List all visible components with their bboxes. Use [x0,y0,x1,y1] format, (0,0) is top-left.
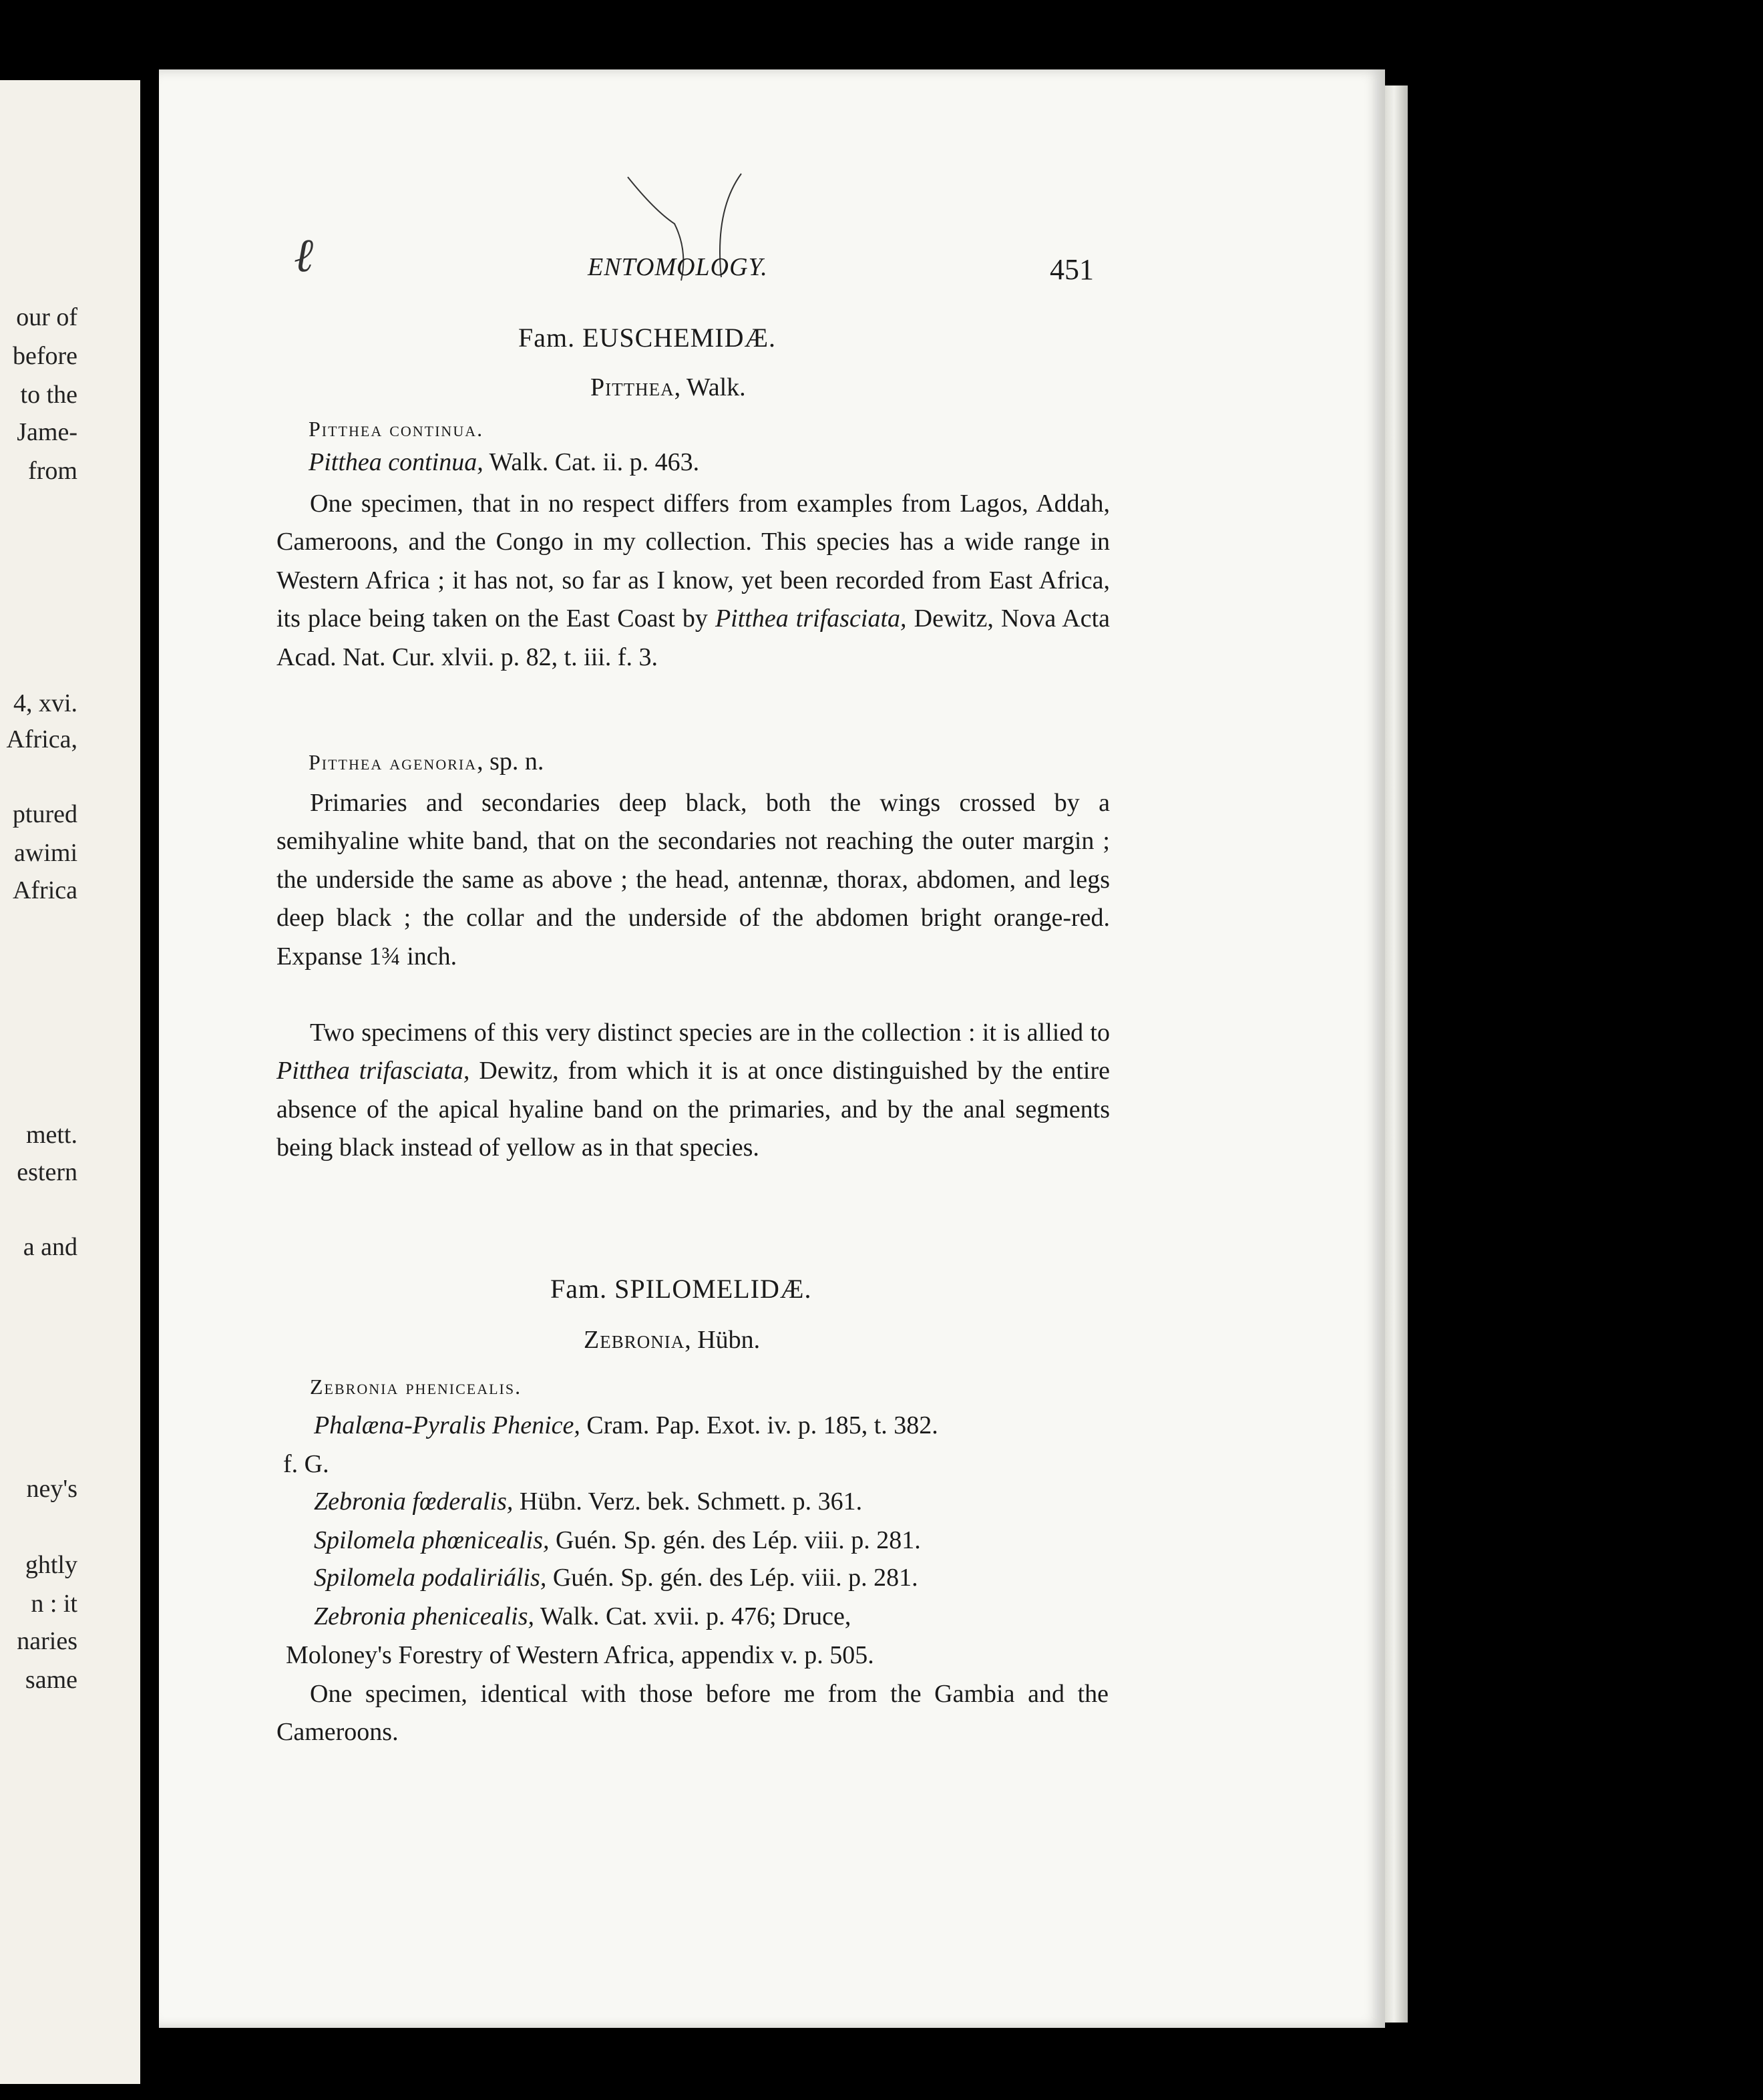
synonym-continuation: f. G. [283,1450,329,1478]
paragraph-continua [276,485,1110,677]
synonym-line [314,1602,851,1631]
italic-run: Pitthea trifasciata, [715,604,907,633]
synonym-ref: Cram. Pap. Exot. iv. p. 185, t. 382. [580,1411,938,1439]
left-page-line: Africa, [6,725,77,753]
left-page-line: our of [16,303,77,331]
synonym-name: Zebronia phenicealis, [314,1602,534,1630]
left-page-line: Africa [12,876,77,904]
genus-name: Pitthea [590,373,674,401]
synonym-name: Spilomela phœnicealis, [314,1526,550,1554]
page-edge-shadow [1385,85,1408,2023]
italic-run: Pitthea trifasciata, [276,1057,470,1085]
paragraph-agenoria-description: Primaries and secondaries deep black, both the wings crossed by a semihyaline white band, that on the secondaries not reaching the outer margin ; the underside the same as above ; the head, antennæ, thorax, abdomen, and legs deep black ; the collar and the underside of the abdomen bright orange-red. Expanse 1¾ inch. [276,789,1110,971]
synonym-name: Spilomela podaliriális, [314,1564,547,1592]
left-page-line: ptured [12,800,77,828]
left-page-line: a and [23,1233,77,1261]
text-run: Two specimens of this very distinct species are in the collection : it is allied to [310,1019,1110,1047]
species-heading-continua: Pitthea continua. [309,417,484,441]
synonym-ref: Walk. Cat. ii. p. 463. [483,448,700,476]
left-page-line: to the [20,381,77,409]
left-page-line: from [28,457,77,485]
synonym-name: Pitthea continua, [309,448,483,476]
left-page-line: mett. [25,1121,77,1149]
left-page-line: same [25,1666,77,1694]
species-heading-agenoria [309,747,544,776]
page-number: 451 [1050,253,1094,286]
family-heading-spilomelidae: Fam. SPILOMELIDÆ. [550,1274,812,1304]
left-page-line: before [12,342,77,370]
left-page-line: 4, xvi. [13,689,77,717]
synonym-name: Zebronia fœderalis, [314,1487,514,1516]
genus-heading-zebronia [584,1325,760,1355]
synonym-ref: Guén. Sp. gén. des Lép. viii. p. 281. [549,1526,921,1554]
left-page-line: awimi [14,839,77,867]
genus-name: Zebronia [584,1326,685,1354]
family-heading-euschemidae: Fam. EUSCHEMIDÆ. [518,323,777,353]
text-run: Dewitz, Nova Acta Acad. Nat. Cur. xlvii. p. 82, t. iii. f. 3. [276,604,1110,671]
synonym-line [314,1563,918,1592]
synonym-ref: Guén. Sp. gén. des Lép. viii. p. 281. [546,1564,918,1592]
synonym-name: Phalæna-Pyralis Phenice, [314,1411,580,1439]
paragraph-phenicealis: One specimen, identical with those before me from the Gambia and the Cameroons. [276,1680,1109,1747]
left-page-line: ney's [26,1475,77,1503]
synonym-line [309,448,699,477]
synonym-line [314,1411,938,1440]
left-page-line: naries [17,1627,77,1655]
species-name: Pitthea agenoria [309,750,477,774]
paragraph-agenoria-remarks [276,1014,1110,1168]
left-page-line: Jame- [17,418,77,446]
running-title: ENTOMOLOGY. [588,253,768,281]
species-suffix: , sp. n. [477,747,544,775]
genus-author: , Walk. [674,373,746,401]
corner-mark: ℓ [294,230,314,282]
genus-author: , Hübn. [684,1326,761,1354]
synonym-line [314,1526,921,1555]
left-page-line: ghtly [25,1551,77,1579]
genus-heading-pitthea [590,373,746,402]
left-page-line: n : it [31,1590,77,1618]
synonym-ref: Walk. Cat. xvii. p. 476; Druce, [534,1602,851,1630]
synonym-line [314,1487,862,1516]
left-page-line: estern [17,1158,77,1186]
synonym-continuation: Moloney's Forestry of Western Africa, appendix v. p. 505. [286,1641,874,1669]
text-run: One specimen, that in no respect differs from examples from Lagos, Addah, Cameroons, and the Congo in my collection. This species has a wide range in Western Africa ; it has not, so far as I know, yet been recorded from East Africa, its place being taken on the East Coast by [276,490,1110,633]
synonym-ref: Hübn. Verz. bek. Schmett. p. 361. [513,1487,863,1516]
species-heading-phenicealis: Zebronia phenicealis. [310,1375,522,1399]
text-run: Dewitz, from which it is at once distinguished by the entire absence of the apical hyaline band on the primaries, and by the anal segments being black instead of yellow as in that species. [276,1057,1111,1162]
